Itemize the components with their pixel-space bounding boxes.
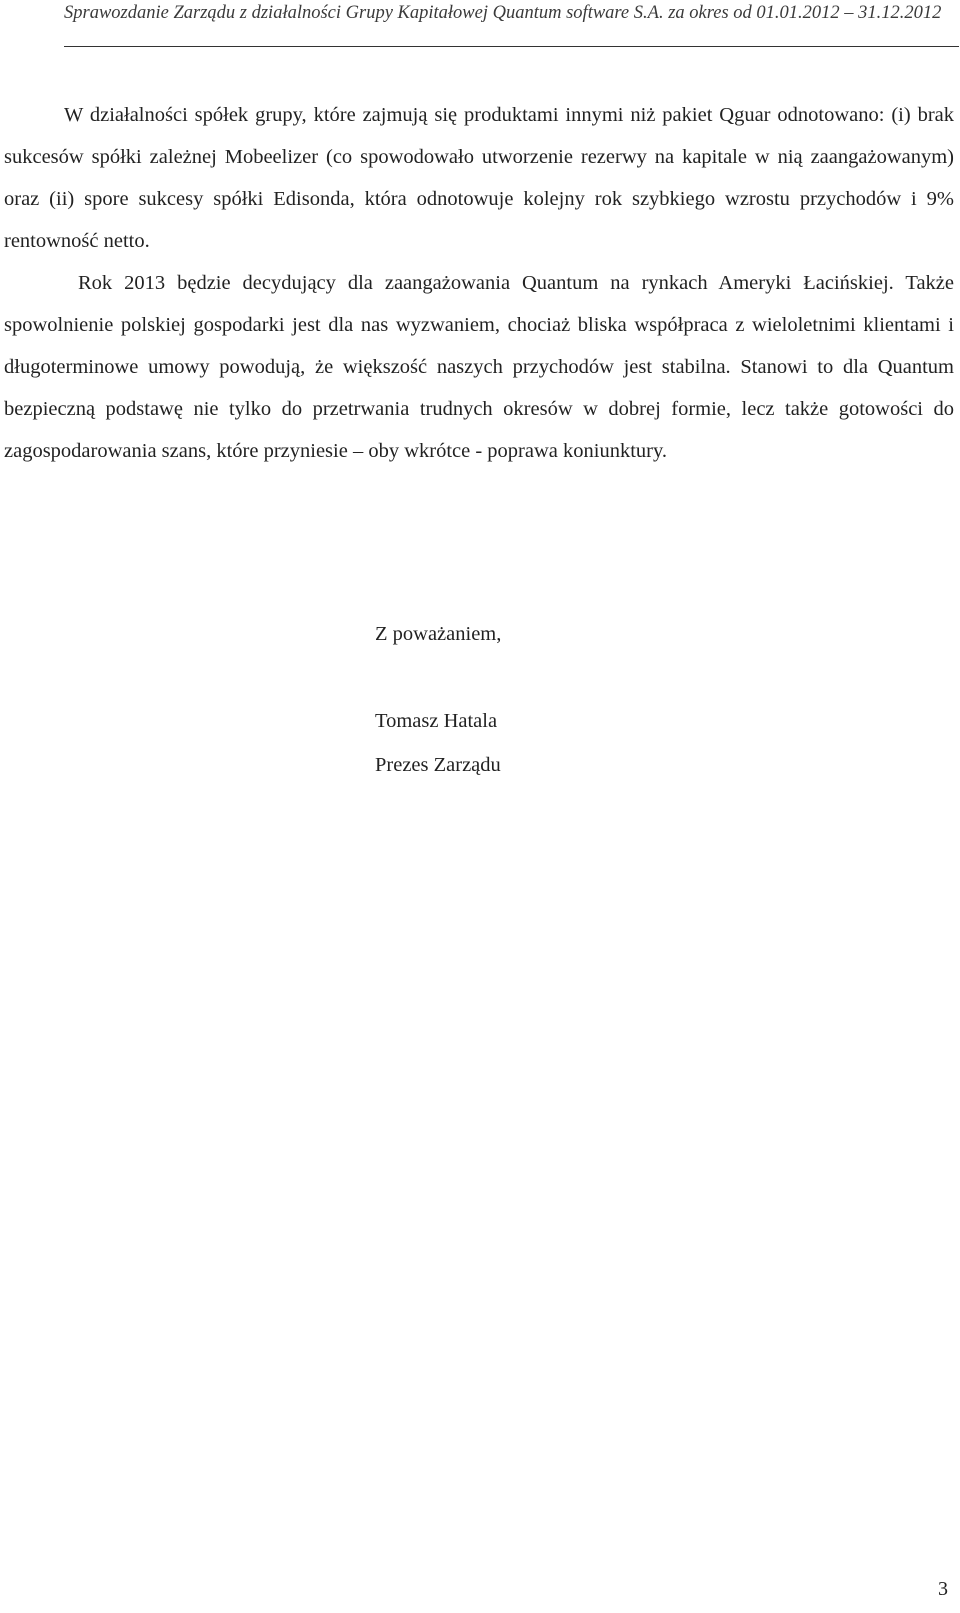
paragraph-subsidiaries: W działalności spółek grupy, które zajmują się produktami innymi niż pakiet Qguar odnotowano: (i) brak sukcesów spółki zależnej Mobeelizer (co spowodowało utworzenie rezerwy na kapitale w nią zaangażowanym) oraz (ii) spore sukcesy spółki Edisonda, która odnotowuje kolejny rok szybkiego wzrostu przychodów i 9% rentowność netto. [4,104,954,252]
signatory-title: Prezes Zarządu [375,754,501,776]
closing-salutation: Z poważaniem, [375,623,502,645]
page-number: 3 [938,1578,948,1600]
running-header: Sprawozdanie Zarządu z działalności Grupy Kapitałowej Quantum software S.A. za okres od 01.01.2012 – 31.12.2012 [64,3,942,23]
paragraph-outlook: Rok 2013 będzie decydujący dla zaangażowania Quantum na rynkach Ameryki Łacińskiej. Także spowolnienie polskiej gospodarki jest dla nas wyzwaniem, chociaż bliska współpraca z wieloletnimi klientami i długoterminowe umowy powodują, że większość naszych przychodów jest stabilna. Stanowi to dla Quantum bezpieczną podstawę nie tylko do przetrwania trudnych okresów w dobrej formie, lecz także gotowości do zagospodarowania szans, które przyniesie – oby wkrótce - poprawa koniunktury. [4,272,954,462]
header-divider [64,46,959,47]
signatory-name: Tomasz Hatala [375,710,498,732]
letter-body [4,94,954,472]
